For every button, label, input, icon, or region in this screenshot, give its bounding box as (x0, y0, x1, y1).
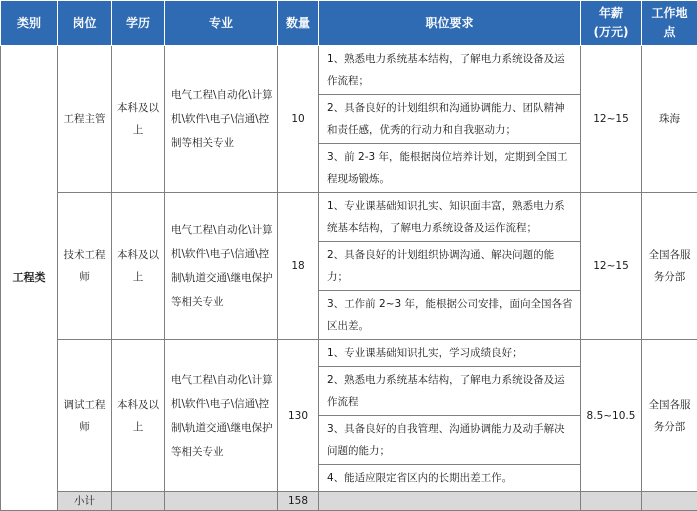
position-education: 本科及以上 (112, 193, 165, 340)
requirement-item: 4、能适应限定省区内的长期出差工作。 (319, 465, 581, 492)
position-location: 全国各服务分部 (642, 193, 697, 340)
table-row (1, 193, 697, 242)
requirement-item: 3、前 2-3 年，能根据岗位培养计划，定期到全国工程现场锻炼。 (319, 144, 581, 193)
subtotal-row (1, 492, 697, 511)
header-location (642, 1, 697, 46)
subtotal-empty (581, 492, 642, 511)
position-major: 电气工程\自动化\计算机\软件\电子\信通\控制\轨道交通\继电保护等相关专业 (165, 340, 278, 492)
table-row (1, 46, 697, 95)
position-title: 技术工程师 (58, 193, 112, 340)
subtotal-empty (165, 492, 278, 511)
requirement-item: 1、专业课基础知识扎实，学习成绩良好； (319, 340, 581, 367)
requirement-item: 2、具备良好的计划组织和沟通协调能力、团队精神和责任感，优秀的行动力和自我驱动力； (319, 95, 581, 144)
position-location: 全国各服务分部 (642, 340, 697, 492)
header-row (1, 1, 697, 46)
position-education: 本科及以上 (112, 46, 165, 193)
header-salary-line-2: (万元) (583, 23, 639, 42)
position-salary: 8.5~10.5 (581, 340, 642, 492)
header-category: 类别 (1, 1, 58, 46)
position-salary: 12~15 (581, 193, 642, 340)
header-requirements: 职位要求 (319, 1, 581, 46)
requirement-item: 3、具备良好的自我管理、沟通协调能力及动手解决问题的能力； (319, 416, 581, 465)
header-position: 岗位 (58, 1, 112, 46)
header-education: 学历 (112, 1, 165, 46)
position-count: 130 (278, 340, 319, 492)
header-salary (581, 1, 642, 46)
requirement-item: 1、熟悉电力系统基本结构，了解电力系统设备及运作流程； (319, 46, 581, 95)
position-major: 电气工程\自动化\计算机\软件\电子\信通\控制\轨道交通\继电保护等相关专业 (165, 193, 278, 340)
header-salary-line-1: 年薪 (583, 4, 639, 23)
position-salary: 12~15 (581, 46, 642, 193)
header-location-line-2: 点 (644, 23, 695, 42)
position-count: 18 (278, 193, 319, 340)
subtotal-label: 小计 (58, 492, 112, 511)
position-education: 本科及以上 (112, 340, 165, 492)
position-major: 电气工程\自动化\计算机\软件\电子\信通\控制等相关专业 (165, 46, 278, 193)
subtotal-empty (642, 492, 697, 511)
requirement-item: 1、专业课基础知识扎实、知识面丰富，熟悉电力系统基本结构，了解电力系统设备及运作流程； (319, 193, 581, 242)
requirement-item: 2、熟悉电力系统基本结构，了解电力系统设备及运作流程 (319, 367, 581, 416)
requirement-item: 3、工作前 2~3 年，能根据公司安排，面向全国各省区出差。 (319, 291, 581, 340)
position-location: 珠海 (642, 46, 697, 193)
requirement-item: 2、具备良好的计划组织协调沟通、解决问题的能力； (319, 242, 581, 291)
category-cell: 工程类 (1, 46, 58, 511)
table-row (1, 340, 697, 367)
subtotal-empty (319, 492, 581, 511)
subtotal-empty (112, 492, 165, 511)
header-location-line-1: 工作地 (644, 4, 695, 23)
subtotal-count: 158 (278, 492, 319, 511)
position-count: 10 (278, 46, 319, 193)
position-title: 调试工程师 (58, 340, 112, 492)
header-count: 数量 (278, 1, 319, 46)
header-major: 专业 (165, 1, 278, 46)
position-title: 工程主管 (58, 46, 112, 193)
